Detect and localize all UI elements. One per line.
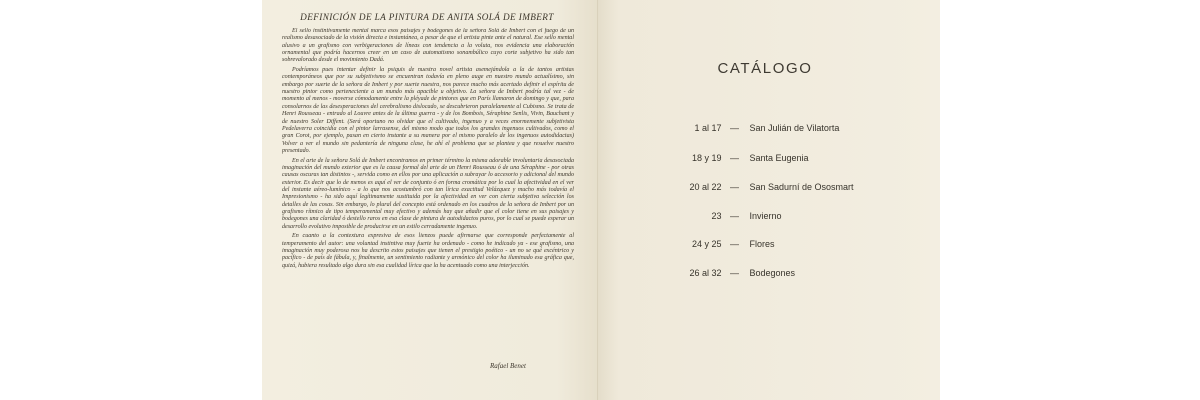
catalog-entry — [598, 211, 941, 225]
essay-paragraph: En el arte de la señora Solá de Imbert encontramos en primer término la misma adorable involuntaria desasociada imaginación del mundo exterior que es la causa formal del arte de un Henri Rousseau ó de una Séraphine - por otras causas oscuras tan distintos -, servida como en ellos por una aplicación a subrayar lo accesorio y adicional del mundo exterior. Es decir que lo de menos es aquí el ver de conjunto ó en forma cromática por lo cual la afectividad en el ver del instante aéreo-lumínico - a lo que nos acostumbró con tan lírica exactitud Velázquez y mucho más todavía el Impresionismo - ha sido aquí legítimamente sustituida por la afectividad en ver con cierta subjetiva selección los detalles de las cosas. Sin embargo, lo plural del concepto está ordenado en los cuadros de la señora de Imbert por un grafismo rítmico de tipo temperamental muy efectivo y además hay que añadir que el color tiene en sus paisajes y bodegones una claridad ó destello raros en esa clase de pintura de autodidactos puros, por lo cual se puede esperar un desarrollo evolutivo imposible de producirse en un estilo cerradamente ingenuo. — [282, 157, 574, 230]
entry-dash: — — [730, 211, 739, 221]
entry-name: Invierno — [749, 211, 782, 221]
entry-name: San Julián de Vilatorta — [749, 123, 840, 133]
essay-paragraph: En cuanto a la contextura expresiva de esos lienzos puede afirmarse que corresponde perfectamente al temperamento del autor: una voluntad instintiva muy fuerte ha ordenado - como he indicado ya - ese grafismo, una imaginación muy poderosa nos ha descrito estos paisajes que tienen el prestigio poético - un no se qué excéntrico y pacífico - de país de fábula, y, finalmente, un sentimiento radiante y armónico del color ha iluminado esa gráfica que, quizá, hubiera resultado algo dura sin esa cualidad lírica que la ha acentuado como una interjección. — [282, 233, 574, 269]
entry-dash: — — [730, 182, 739, 192]
entry-dash: — — [730, 268, 739, 278]
catalog-entry — [598, 268, 941, 282]
entry-name: Santa Eugenia — [749, 153, 809, 163]
catalog-entry — [598, 153, 941, 167]
entry-dash: — — [730, 239, 739, 249]
catalog-entry — [598, 182, 941, 196]
catalog-entry — [598, 123, 941, 137]
catalog-entry — [598, 239, 941, 253]
catalog-spread — [262, 0, 940, 400]
entry-name: Flores — [749, 239, 775, 249]
essay-title: DEFINICIÓN DE LA PINTURA DE ANITA SOLÁ DE IMBERT — [300, 12, 554, 22]
essay-paragraph: El sello instintivamente mental marca esos paisajes y bodegones de la señora Solá de Imbert con el fuego de un realismo desasociado de la visión directa e instantánea, a pesar de que el artista pinte ante el natural. Ese sello mental alusivo a un grafismo con verbigeraciones de líneas con tendencia a la voluta, nos evidencia una elaboración ornamental que podría hacernos creer en un caso de automatismo sonambúlico cuyo corte subjetivo ha sido tan sobrevalorado desde el movimiento Dadá. — [282, 28, 574, 64]
entry-name: San Sadurní de Ososmart — [749, 182, 854, 192]
entry-range: 23 — [711, 211, 722, 221]
essay-author: Rafael Benet — [490, 362, 526, 370]
entry-range: 1 al 17 — [694, 123, 722, 133]
essay-page — [262, 0, 597, 400]
entry-name: Bodegones — [749, 268, 796, 278]
essay-paragraph: Podríamos pues intentar definir la psiquis de nuestra novel artista asemejándola a la de tantos artistas contemporáneos que por su subjetivismo se encuentran todavía en pleno auge en nuestro mundo actualísimo, sin embargo por suerte de la señora de Imbert y por suerte nuestra, nos parece mucho más acertado definir el espíritu de nuestro pintor como perteneciente a un mundo más apacible u objetivo. La señora de Imbert podría tal vez - de momento al menos - moverse cómodamente entre la pléyade de pintores que en París llamaron de domingo y que, para consolarnos de las desesperaciones del cerebralismo dislocado, se descubrieron paralelamente al Cubismo. Se trata de Henri Rousseau - entrado al Louvre antes de la última guerra - y de los Bombois, Séraphine Senlis, Vivin, Bauchant y de nuestro Soler Diffent. (Será oportuno no olvidar que el cultivado, ingenuo y a veces enormemente subjetivista Pedelaverra coincidía con el pintor larrasense, del mismo modo que todos los grandes ingenuos cultivados, como el gran Corot, por ejemplo, pasan en cierto instante a su manera por el mismo paralelo de los ingenuos autodidactas) Volver a ver el mundo sin pedantería de ninguna clase, he ahí el problema que se plantea y que resuelve nuestro presentado. — [282, 67, 574, 154]
entry-range: 24 y 25 — [691, 239, 722, 249]
catalog-page — [598, 0, 941, 400]
entry-range: 26 al 32 — [689, 268, 722, 278]
entry-dash: — — [730, 153, 739, 163]
entry-range: 20 al 22 — [689, 182, 722, 192]
entry-range: 18 y 19 — [691, 153, 722, 163]
entry-dash: — — [730, 123, 739, 133]
catalog-title: CATÁLOGO — [717, 60, 813, 77]
essay-body — [282, 28, 574, 358]
